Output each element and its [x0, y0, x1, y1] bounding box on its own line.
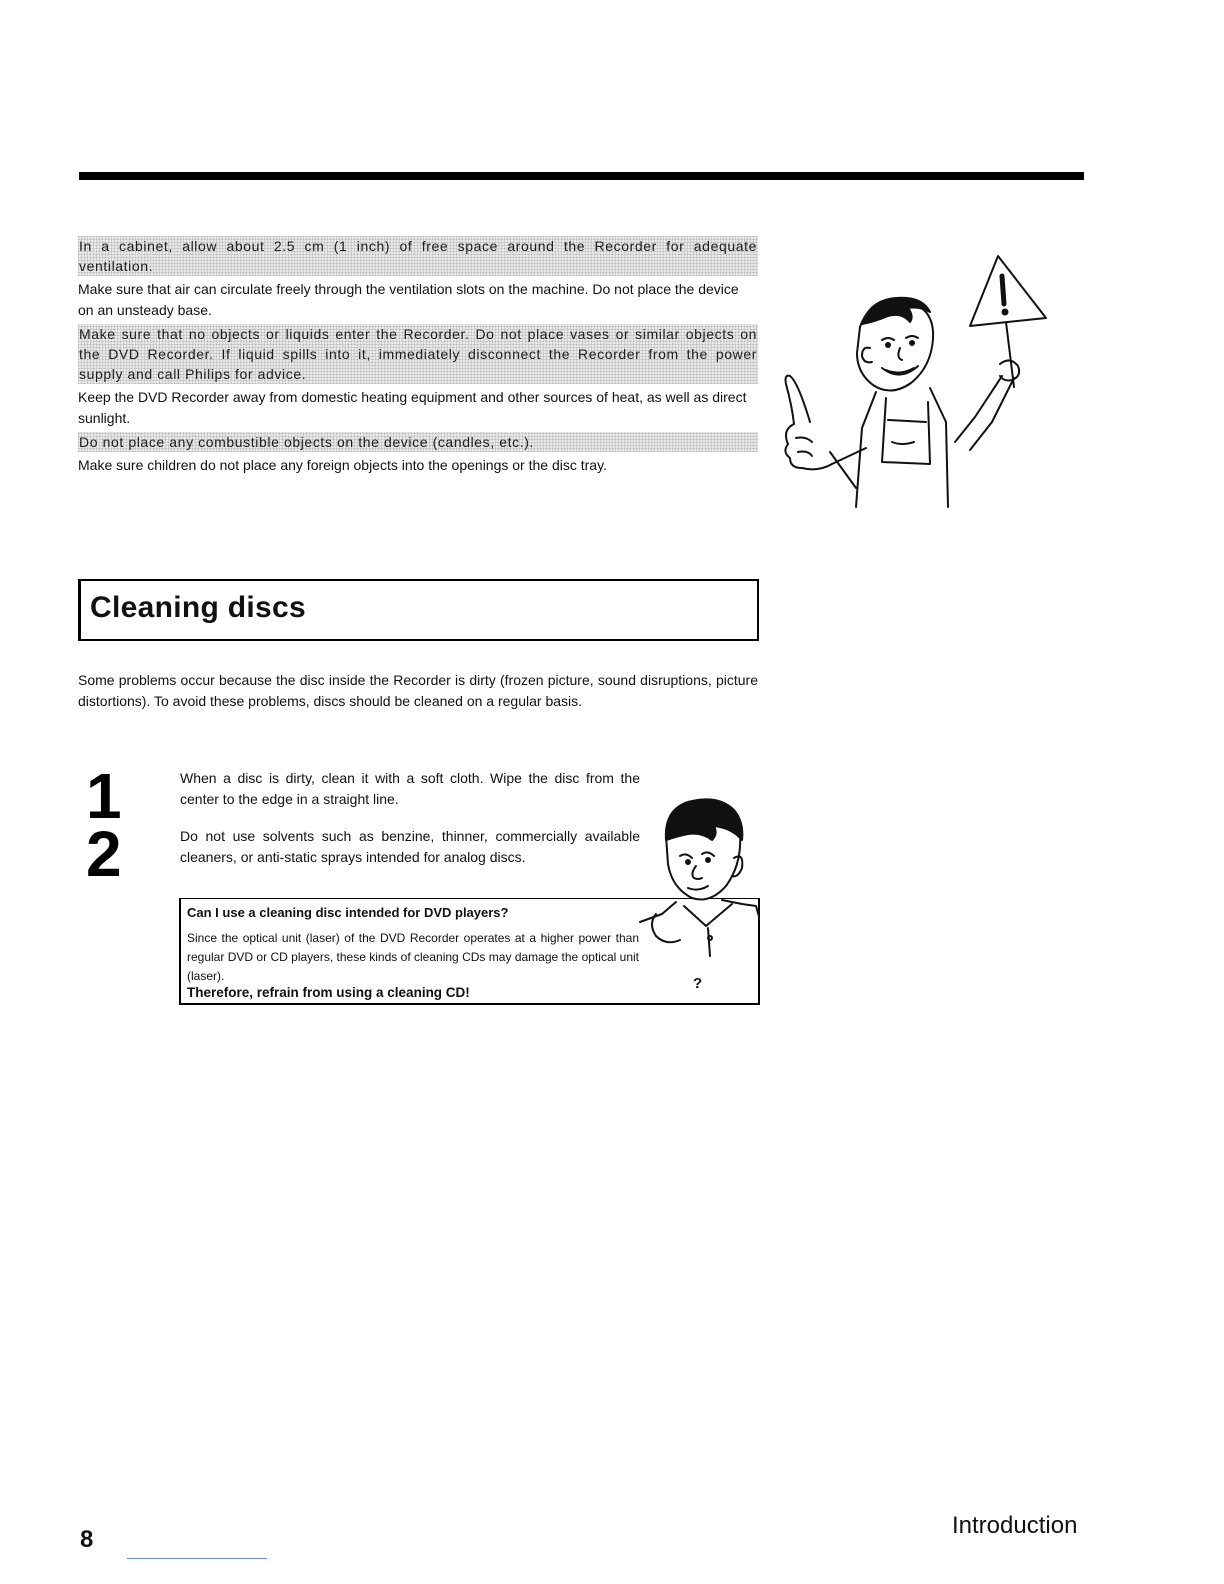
- page-number: 8: [80, 1526, 94, 1553]
- footer-link-rule: [127, 1558, 267, 1559]
- section-heading-box: [78, 579, 759, 641]
- warning-ventilation: In a cabinet, allow about 2.5 cm (1 inch) of free space around the Recorder for adequate ventilation.: [79, 238, 757, 274]
- section-intro: Some problems occur because the disc inside the Recorder is dirty (frozen picture, sound disruptions, picture distortions). To avoid these problems, discs should be cleaned on a regular basis.: [78, 672, 758, 709]
- note-air-circulation: Make sure that air can circulate freely through the ventilation slots on the machine. Do not place the device on an unsteady base.: [78, 281, 739, 318]
- thinking-man-icon: [636, 796, 760, 971]
- warning-combustibles: Do not place any combustible objects on the device (candles, etc.).: [78, 432, 758, 452]
- faq-question: Can I use a cleaning disc intended for DVD players?: [187, 905, 509, 920]
- section-title: Cleaning discs: [90, 591, 306, 624]
- step-number-2: 2: [86, 818, 122, 890]
- question-mark-glyph: ?: [693, 975, 703, 992]
- note-heat-sources: Keep the DVD Recorder away from domestic heating equipment and other sources of heat, as well as direct sunlight.: [78, 389, 747, 426]
- note-children: Make sure children do not place any foreign objects into the openings or the disc tray.: [78, 457, 607, 473]
- warning-man-illustration: [770, 252, 1055, 527]
- thinking-man-illustration: [636, 796, 760, 976]
- footer-section-name: Introduction: [952, 1512, 1078, 1539]
- warning-liquids: Make sure that no objects or liquids enter the Recorder. Do not place vases or similar objects on the DVD Recorder. If liquid spills into it, immediately disconnect the Recorder from the power supply and call Philips for advice.: [79, 326, 757, 382]
- step-text-1: When a disc is dirty, clean it with a soft cloth. Wipe the disc from the center to the edge in a straight line.: [180, 770, 640, 807]
- warning-sign-icon: [770, 252, 1055, 522]
- header-rule: [79, 172, 1084, 180]
- faq-conclusion: Therefore, refrain from using a cleaning CD!: [187, 985, 470, 1000]
- step-text-2: Do not use solvents such as benzine, thinner, commercially available cleaners, or anti-static sprays intended for analog discs.: [180, 828, 640, 865]
- safety-notes: [78, 236, 758, 480]
- faq-answer: Since the optical unit (laser) of the DVD Recorder operates at a higher power than regular DVD or CD players, these kinds of cleaning CDs may damage the optical unit (laser).: [187, 931, 639, 983]
- step-number-1: 1: [86, 760, 122, 832]
